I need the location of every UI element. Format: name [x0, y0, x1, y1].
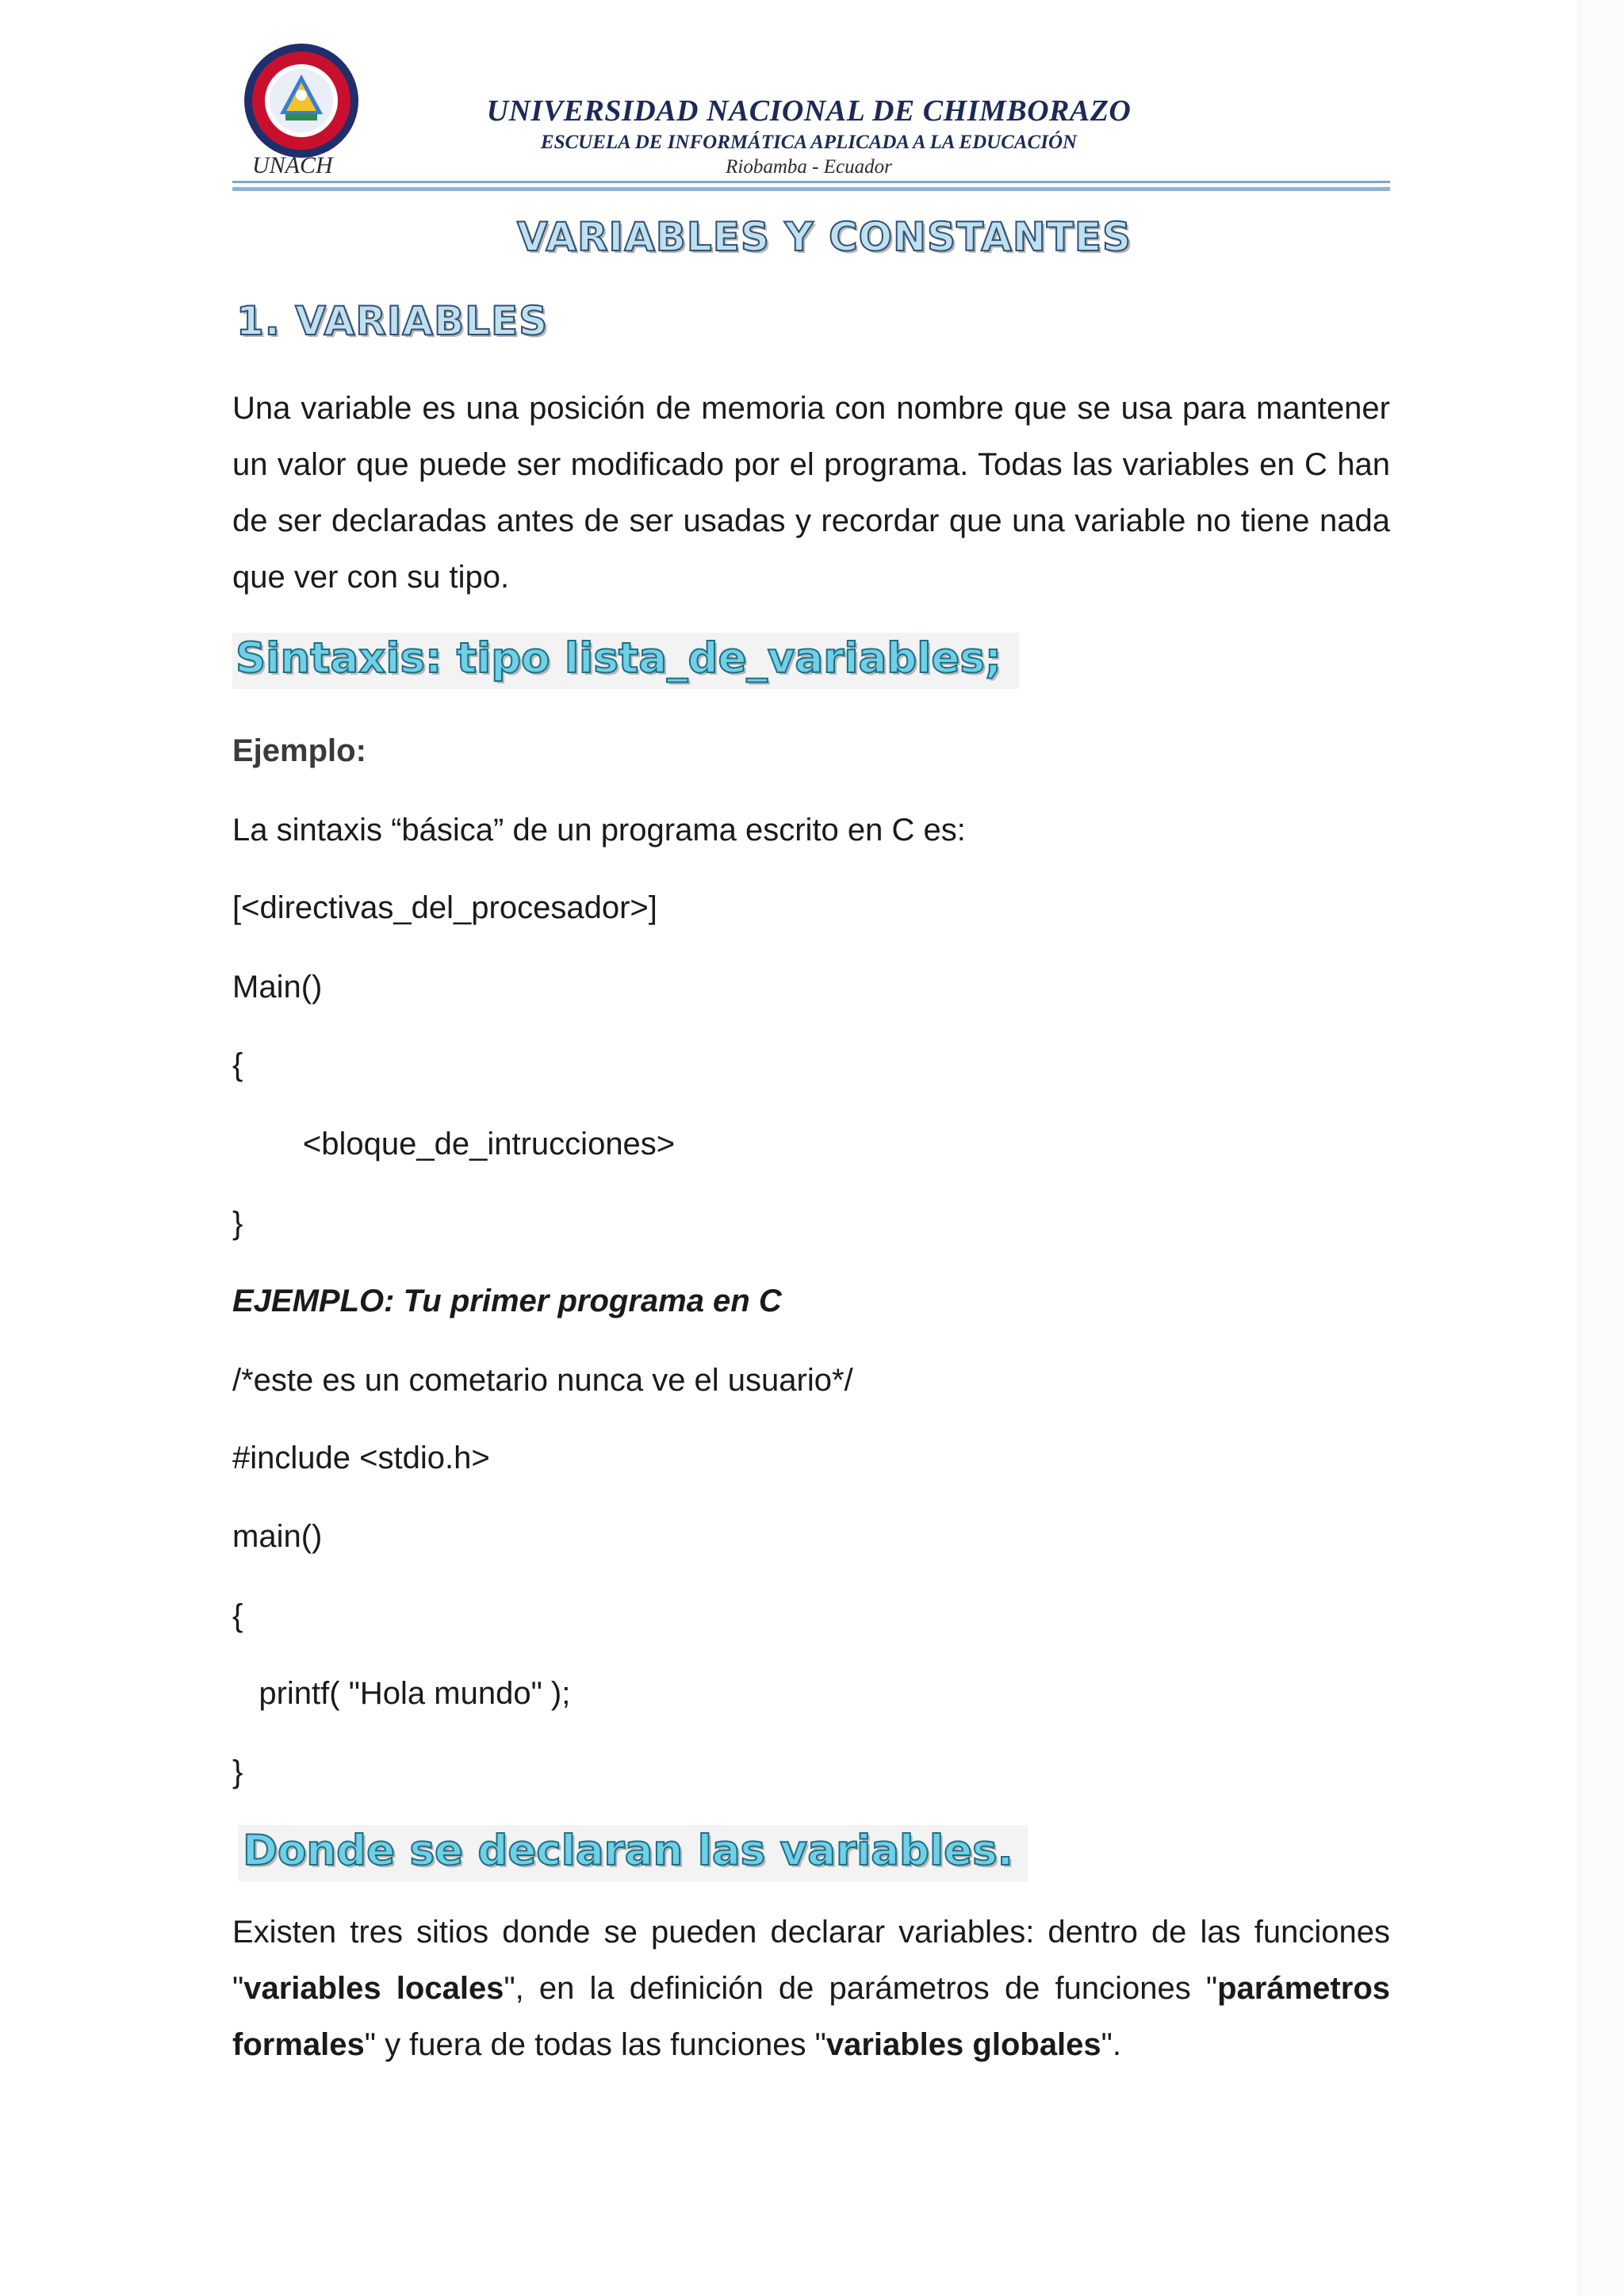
header-rule [232, 181, 1390, 183]
declarations-paragraph [232, 1904, 1390, 2073]
variables-paragraph: Una variable es una posición de memoria con nombre que se usa para mantener un valor que puede ser modificado por el programa. Todas las variables en C han de ser declaradas antes de ser usadas y recordar que una variable no tiene nada que ver con su tipo. [232, 391, 1390, 595]
example-label: Ejemplo: [232, 733, 366, 768]
code-line: #include <stdio.h> [232, 1441, 490, 1475]
code-line: { [232, 1598, 243, 1633]
seal-icon [242, 41, 361, 160]
page-edge [1576, 0, 1624, 2296]
code-line: } [232, 1755, 243, 1789]
term-global-variables: variables globales [825, 2027, 1101, 2062]
section-heading-declarations: Donde se declaran las variables. [238, 1825, 1028, 1881]
document-title: VARIABLES Y CONSTANTES [517, 214, 1132, 260]
paragraph-text: ". [1101, 2027, 1121, 2062]
example-line: Main() [232, 970, 323, 1004]
term-local-variables: variables locales [243, 1971, 504, 2006]
paragraph-text: " y fuera de todas las funciones " [364, 2027, 826, 2062]
header-rule-thick [232, 187, 1390, 191]
example-line: [<directivas_del_procesador>] [232, 890, 657, 925]
code-line: /*este es un cometario nunca ve el usuario*/ [232, 1363, 853, 1398]
university-name: UNIVERSIDAD NACIONAL DE CHIMBORAZO [486, 94, 1132, 128]
example-line: { [232, 1047, 243, 1082]
term-formal-parameters: parámetros formales [232, 1971, 1390, 2062]
location: Riobamba - Ecuador [726, 156, 892, 178]
program-label: EJEMPLO: Tu primer programa en C [232, 1284, 782, 1318]
paragraph-text: Existen tres sitios donde se pueden declarar variables: dentro de las funciones " [232, 1915, 1390, 2006]
code-line: printf( "Hola mundo" ); [232, 1676, 571, 1711]
logo-caption: UNACH [252, 152, 333, 178]
university-seal-logo [242, 41, 361, 160]
paragraph-text: ", en la definición de parámetros de funciones " [504, 1971, 1218, 2006]
example-line: <bloque_de_intrucciones> [232, 1127, 676, 1161]
example-line: } [232, 1206, 243, 1241]
section-heading-variables: 1. VARIABLES [236, 298, 549, 344]
school-name: ESCUELA DE INFORMÁTICA APLICADA A LA EDUCACIÓN [540, 132, 1078, 153]
example-intro: La sintaxis “básica” de un programa escrito en C es: [232, 813, 966, 848]
syntax-heading: Sintaxis: tipo lista_de_variables; [232, 633, 1019, 689]
code-line: main() [232, 1519, 323, 1554]
